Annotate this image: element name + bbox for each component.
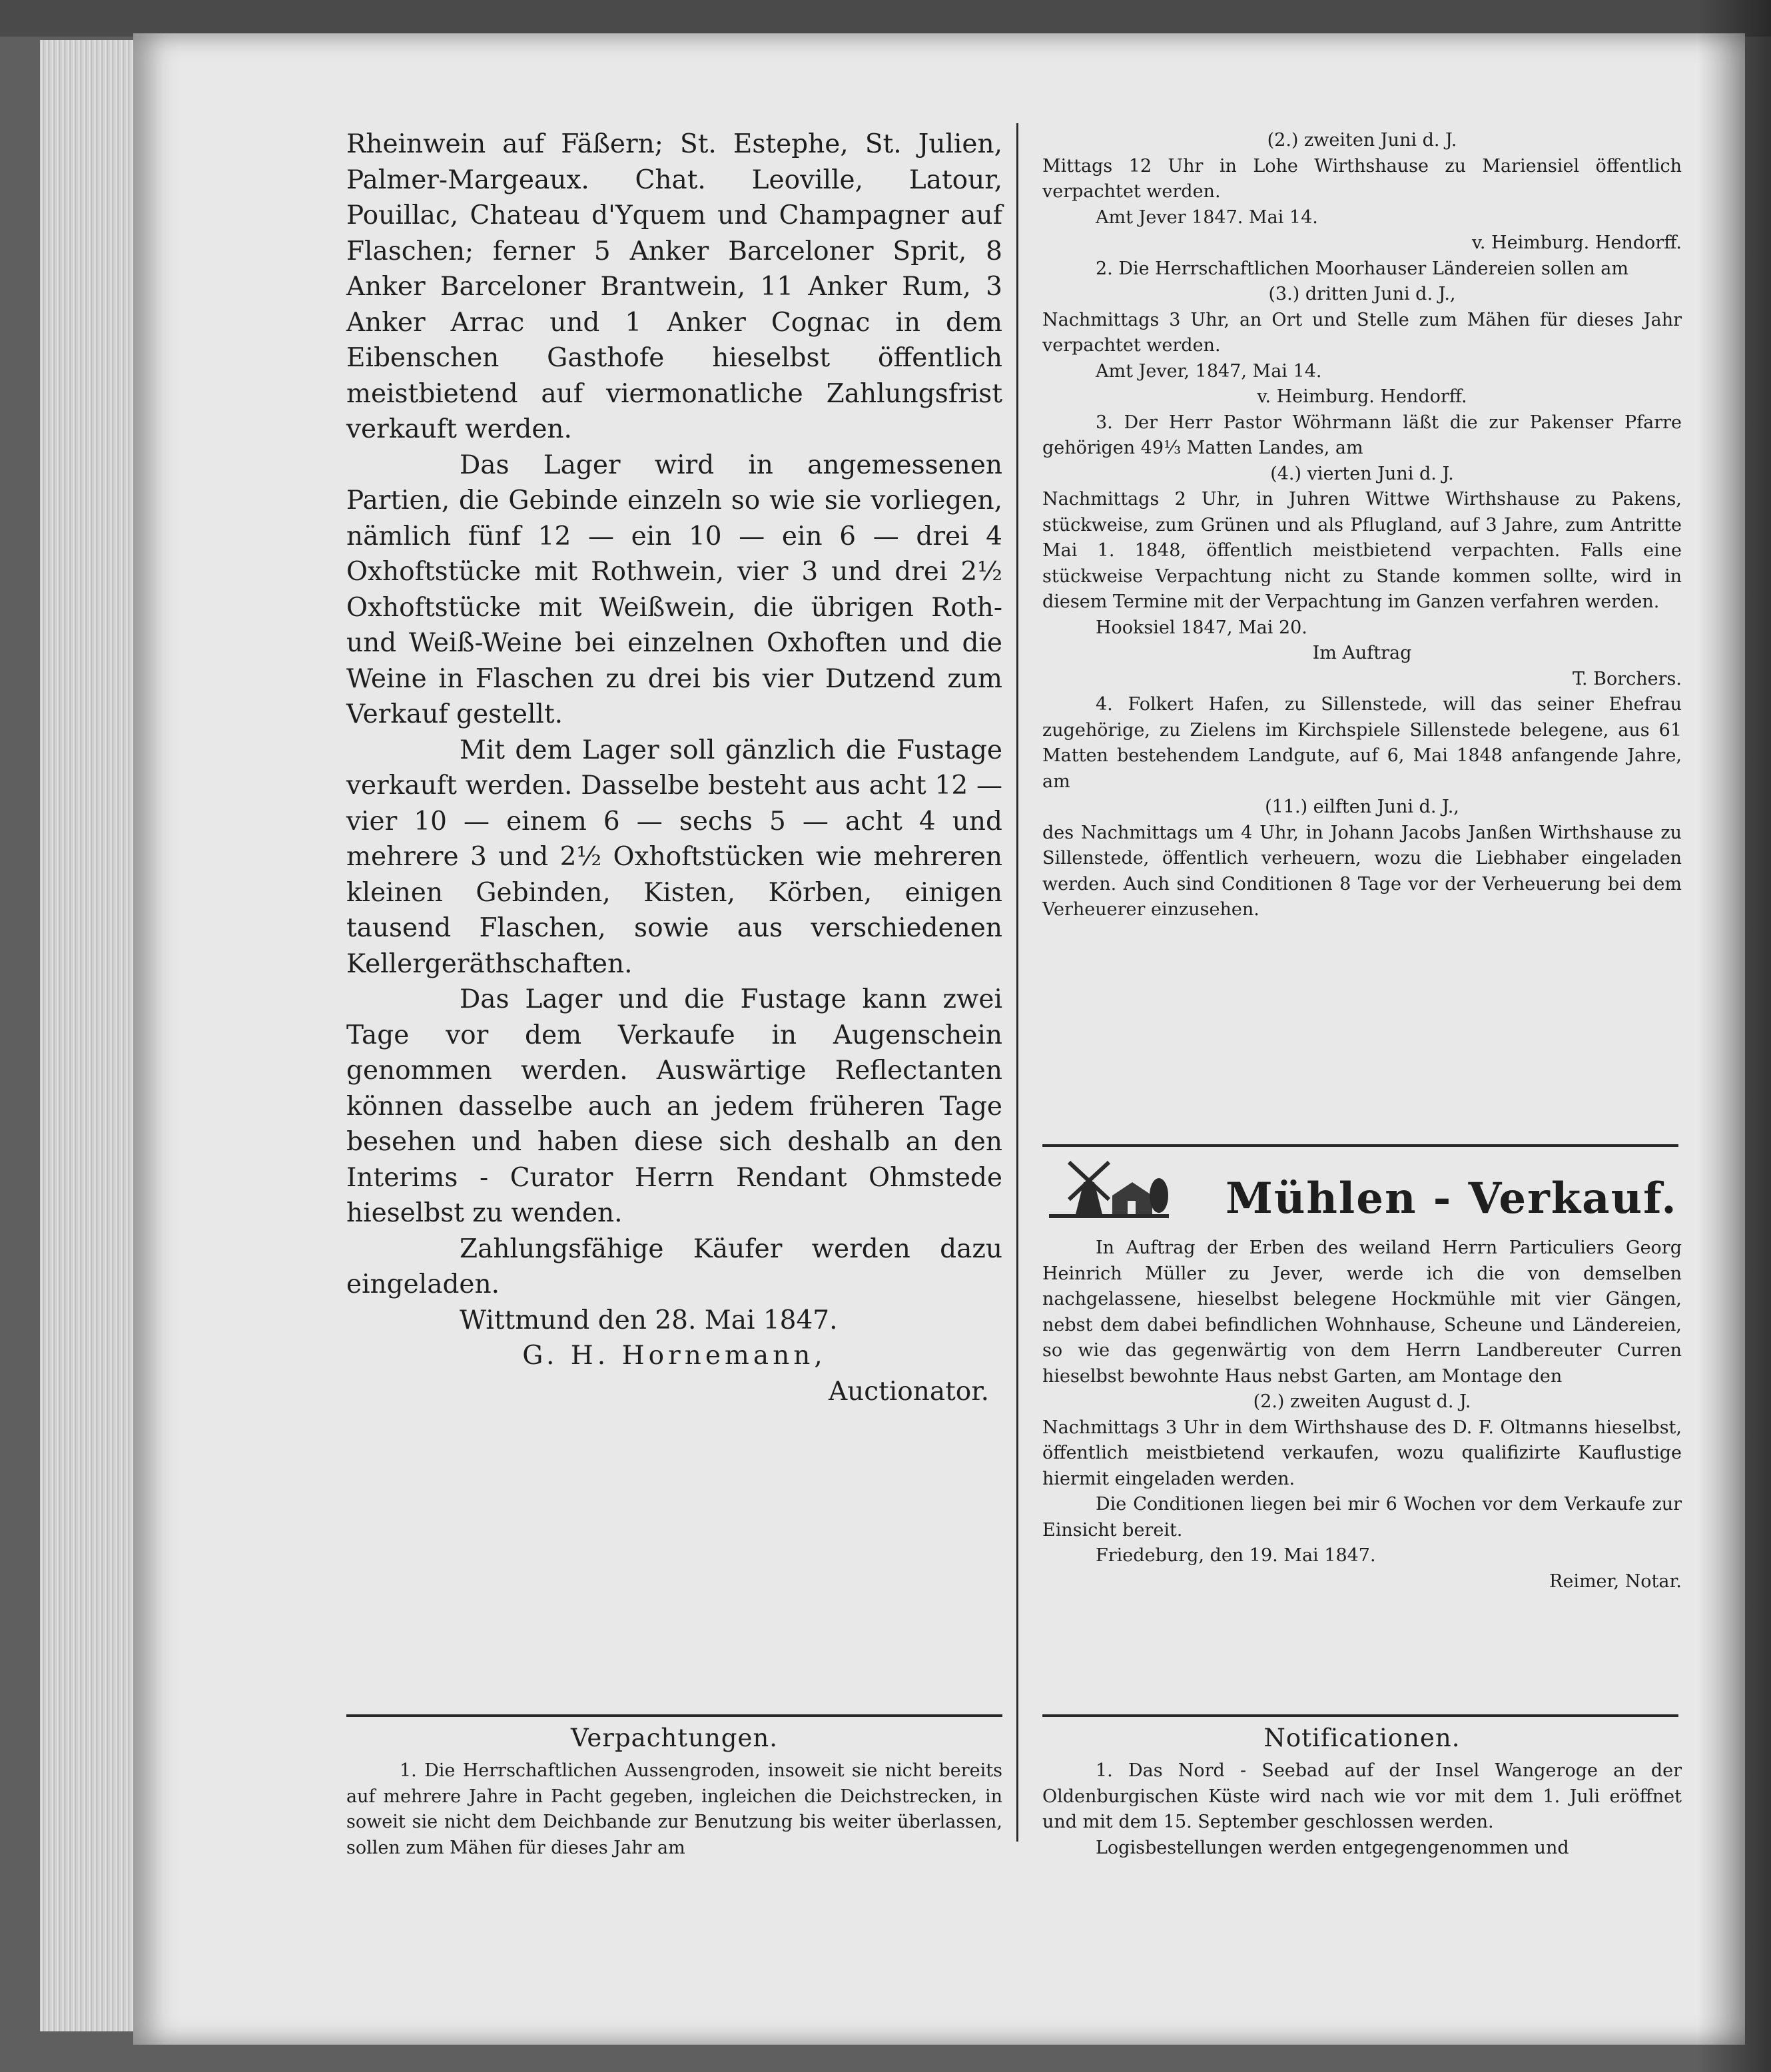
lease-notice-line: (2.) zweiten Juni d. J. [1267,130,1457,151]
auction-paragraph-1: Rheinwein auf Fäßern; St. Estephe, St. Julien, Palmer-Margeaux. Chat. Leoville, Latour, Pouillac, Chateau d'Yquem und Champagner auf Flaschen; ferner 5 Anker Barceloner Sprit, 8 Anker Barceloner Brantwein, 11 Anker Rum, 3 Anker Arrac und 1 Anker Cognac in dem Eibenschen Gasthofe hieselbst öffentlich meistbietend auf viermonatliche Zahlungsfrist verkauft werden. [346,129,1002,444]
book-page-edges [40,40,140,2031]
verpachtung-item-1: 1. Die Herrschaftlichen Aussengroden, insoweit sie nicht bereits auf mehrere Jahre in Pacht gegeben, ingleichen die Deichstrecken, in soweit sie nicht dem Deichbande zur Benutzung bis weiter überlassen, sollen zum Mähen für dieses Jahr am [346,1760,1002,1858]
mill-sale-line: Nachmittags 3 Uhr in dem Wirthshause des D. F. Oltmanns hieselbst, öffentlich meistbietend verkaufen, wozu qualifizirte Kauflustige hiermit eingeladen werden. [1042,1417,1682,1489]
lease-notice-line: 2. Die Herrschaftlichen Moorhauser Ländereien sollen am [1096,258,1629,279]
lease-notice-line: (11.) eilften Juni d. J., [1265,797,1459,817]
mill-sale-line: (2.) zweiten August d. J. [1253,1391,1471,1412]
mill-sale-heading: Mühlen - Verkauf. [1226,1174,1678,1223]
lease-notice-line: (3.) dritten Juni d. J., [1268,284,1456,304]
verpachtungen-heading: Verpachtungen. [571,1724,778,1752]
lease-notice-line: Nachmittags 2 Uhr, in Juhren Wittwe Wirthshause zu Pakens, stückweise, zum Grünen und als Pflugland, auf 3 Jahre, zum Antritte Mai 1. 1848, öffentlich meistbietend verpachten. Falls eine stückweise Verpachtung nicht zu Stande kommen sollte, wird in diesem Termine mit der Verpachtung im Ganzen verfahren werden. [1042,489,1682,612]
lease-notice-line: des Nachmittags um 4 Uhr, in Johann Jacobs Janßen Wirthshause zu Sillenstede, öffentlich verheuern, wozu die Liebhaber eingeladen werden. Auch sind Conditionen 8 Tage vor der Verheuerung bei dem Verheuerer einzusehen. [1042,822,1682,920]
mill-sale-line: Reimer, Notar. [1549,1570,1682,1592]
lease-notice-line: Nachmittags 3 Uhr, an Ort und Stelle zum Mähen für dieses Jahr verpachtet werden. [1042,309,1682,356]
mill-sale-line: In Auftrag der Erben des weiland Herrn Particuliers Georg Heinrich Müller zu Jever, werde ich die von demselben nachgelassene, hieselbst belegene Hockmühle mit vier Gängen, nebst dem dabei befindlichen Wohnhause, Scheune und Ländereien, so wie das gegenwärtig von dem Herrn Landbereuter Curren hieselbst bewohnte Haus nebst Garten, am Montage den [1042,1237,1682,1387]
section-rule [1042,1144,1678,1147]
windmill-icon [1049,1156,1169,1222]
section-rule-left [346,1714,1002,1717]
lease-notice-line: (4.) vierten Juni d. J. [1270,463,1454,484]
scan-top-border [0,0,1771,37]
lease-notice-line: Mittags 12 Uhr in Lohe Wirthshause zu Mariensiel öffentlich verpachtet werden. [1042,155,1682,202]
lease-notice-line: T. Borchers. [1572,668,1682,689]
mill-sale-line: Friedeburg, den 19. Mai 1847. [1096,1545,1376,1566]
page-gutter-shadow [1698,0,1771,2072]
lease-notice-line: v. Heimburg. Hendorff. [1471,232,1682,253]
auction-paragraph-3: Mit dem Lager soll gänzlich die Fustage verkauft werden. Dasselbe besteht aus acht 12 — vier 10 — einem 6 — sechs 5 — acht 4 und mehrere 3 und 2½ Oxhoftstücken wie mehreren kleinen Gebinden, Kisten, Körben, einigen tausend Flaschen, sowie aus verschiedenen Kellergeräthschaften. [346,735,1002,979]
lease-notice-line: Im Auftrag [1312,643,1412,663]
lease-notice-line: 3. Der Herr Pastor Wöhrmann läßt die zur Pakenser Pfarre gehörigen 49⅓ Matten Landes, am [1042,412,1682,458]
auction-signature-name: G. H. Hornemann, [522,1341,827,1371]
auction-notice-column [346,127,1002,1409]
lease-notice-line: Amt Jever, 1847, Mai 14. [1096,360,1322,382]
column-divider [1016,123,1018,1842]
notification-item-1-continued: Logisbestellungen werden entgegengenommen und [1096,1837,1569,1858]
notificationen-heading: Notificationen. [1263,1724,1461,1752]
mill-sale-body [1042,1235,1682,1594]
lease-notice-line: Hooksiel 1847, Mai 20. [1096,617,1307,638]
auction-paragraph-4: Das Lager und die Fustage kann zwei Tage vor dem Verkaufe in Augenschein genommen werden. Auswärtige Reflectanten können dasselbe auch an jedem früheren Tage besehen und haben diese sich deshalb an den Interims - Curator Herrn Rendant Ohmstede hieselbst zu wenden. [346,984,1002,1228]
section-rule-right [1042,1714,1678,1717]
notification-item-1: 1. Das Nord - Seebad auf der Insel Wangeroge an der Oldenburgischen Küste wird nach wie vor mit dem 1. Juli eröffnet und mit dem 15. September geschlossen werden. [1042,1760,1682,1832]
verpachtungen-body [346,1758,1002,1861]
auction-place-date: Wittmund den 28. Mai 1847. [460,1305,838,1335]
notificationen-body [1042,1758,1682,1861]
lease-notice-line: v. Heimburg. Hendorff. [1257,386,1467,407]
lease-notice-line: 4. Folkert Hafen, zu Sillenstede, will das seiner Ehefrau zugehörige, zu Zielens im Kirchspiele Sillenstede belegene, aus 61 Matten bestehendem Landgute, auf 6, Mai 1848 anfangende Jahre, am [1042,694,1682,792]
auction-signature-title: Auctionator. [828,1376,989,1407]
auction-paragraph-5: Zahlungsfähige Käufer werden dazu eingeladen. [346,1233,1002,1299]
lease-notices-column [1042,128,1682,923]
lease-notice-line: Amt Jever 1847. Mai 14. [1096,206,1318,228]
auction-paragraph-2: Das Lager wird in angemessenen Partien, die Gebinde einzeln so wie sie vorliegen, nämlich fünf 12 — ein 10 — ein 6 — drei 4 Oxhoftstücke mit Rothwein, vier 3 und drei 2½ Oxhoftstücke mit Weißwein, die übrigen Roth- und Weiß-Weine bei einzelnen Oxhoften und die Weine in Flaschen zu drei bis vier Dutzend zum Verkauf gestellt. [346,450,1002,729]
mill-sale-line: Die Conditionen liegen bei mir 6 Wochen vor dem Verkaufe zur Einsicht bereit. [1042,1494,1682,1541]
